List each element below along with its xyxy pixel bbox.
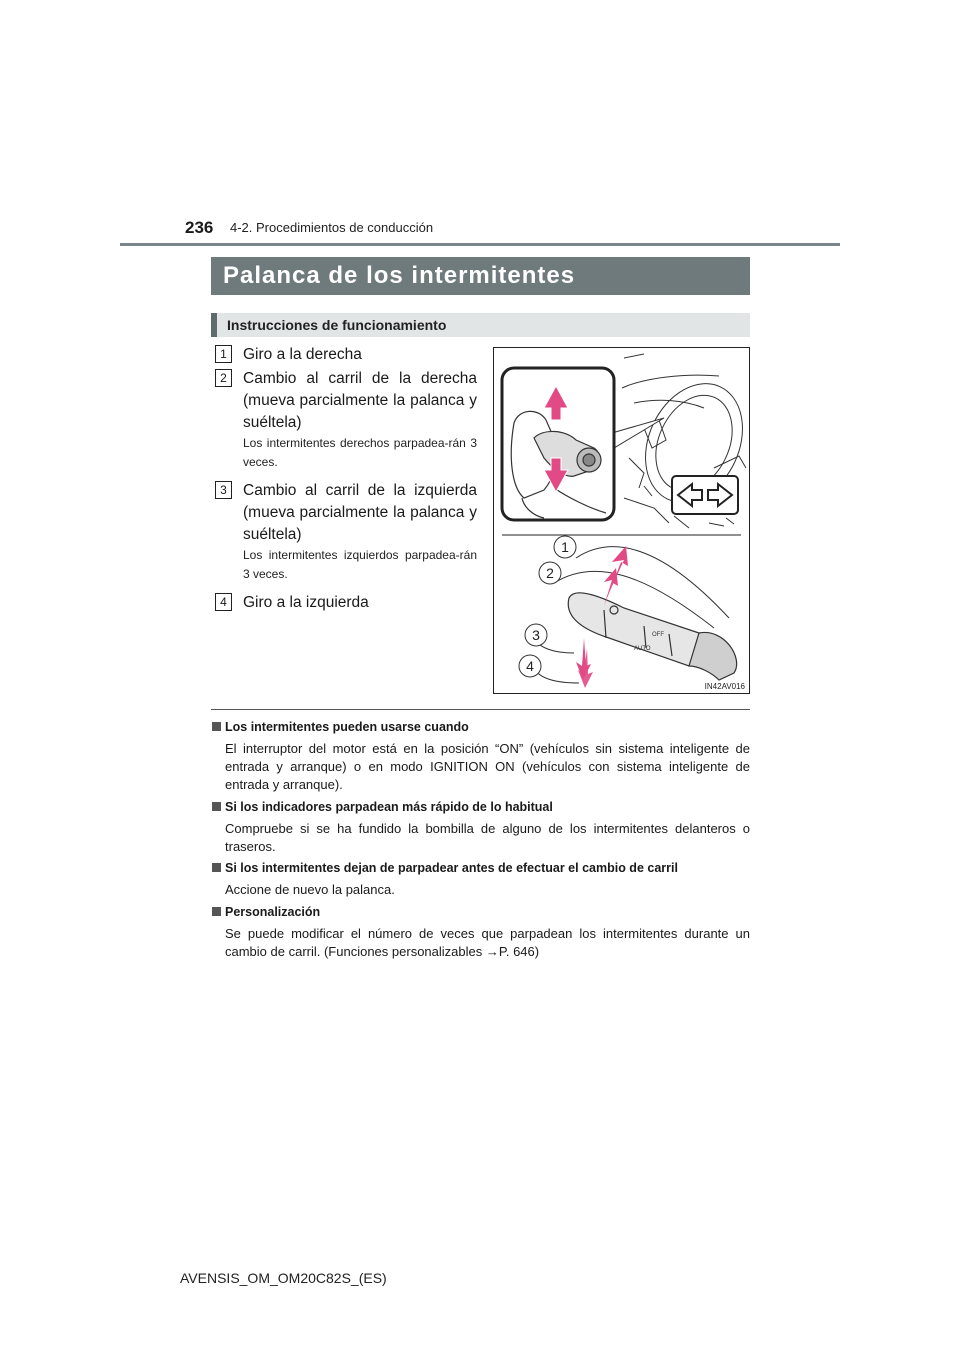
step-4	[215, 592, 477, 614]
note-body: El interruptor del motor está en la posición “ON” (vehículos sin sistema inteligente de entrada y arranque) o en modo IGNITION ON (vehículos con sistema inteligente de entrada y arranque).	[225, 741, 750, 792]
figure-code: IN42AV016	[704, 682, 745, 691]
note-heading: Los intermitentes pueden usarse cuando	[225, 720, 469, 734]
note-body: Compruebe si se ha fundido la bombilla de alguno de los intermitentes delanteros o traseros.	[225, 821, 750, 854]
step-text: Cambio al carril de la derecha (mueva parcialmente la palanca y suéltela)	[243, 370, 477, 431]
section-title: Palanca de los intermitentes	[211, 257, 750, 295]
svg-text:4: 4	[526, 658, 534, 674]
svg-text:1: 1	[561, 539, 569, 555]
bullet-square-icon	[212, 863, 221, 872]
step-note: Los intermitentes derechos parpadea-rán 3 veces.	[243, 436, 477, 469]
bullet-square-icon	[212, 907, 221, 916]
step-text: Cambio al carril de la izquierda (mueva parcialmente la palanca y suéltela)	[243, 482, 477, 543]
step-note: Los intermitentes izquierdos parpadea-rán 3 veces.	[243, 548, 477, 581]
bullet-square-icon	[212, 802, 221, 811]
turn-signal-lever-illustration	[493, 347, 750, 694]
bullet-square-icon	[212, 722, 221, 731]
note-heading: Personalización	[225, 905, 321, 919]
step-number-badge: 2	[215, 369, 232, 387]
lever-off-label: OFF	[652, 632, 664, 638]
step-number-badge: 1	[215, 345, 232, 363]
note-body: Se puede modificar el número de veces que parpadean los intermitentes durante un cambio de carril. (Funciones personalizables →P. 646)	[225, 926, 750, 959]
step-text: Giro a la izquierda	[243, 594, 369, 611]
note-heading: Si los indicadores parpadean más rápido de lo habitual	[225, 800, 553, 814]
note-heading: Si los intermitentes dejan de parpadear antes de efectuar el cambio de carril	[225, 861, 678, 875]
step-text: Giro a la derecha	[243, 346, 362, 363]
turn-indicator-arrows-icon	[672, 476, 738, 514]
note-fast-flashing	[211, 798, 750, 856]
step-3	[215, 480, 477, 590]
callout-1	[554, 536, 576, 558]
svg-text:2: 2	[546, 565, 554, 581]
step-1	[215, 344, 477, 366]
callout-2	[539, 562, 561, 584]
breadcrumb: 4-2. Procedimientos de conducción	[230, 220, 434, 235]
callout-4	[519, 655, 541, 677]
document-footer: AVENSIS_OM_OM20C82S_(ES)	[180, 1270, 387, 1286]
note-usage-condition	[211, 718, 750, 794]
step-number-badge: 3	[215, 481, 232, 499]
note-body: Accione de nuevo la palanca.	[225, 882, 395, 897]
step-2	[215, 368, 477, 478]
header-divider	[120, 243, 840, 246]
svg-text:3: 3	[532, 627, 540, 643]
subsection-header: Instrucciones de funcionamiento	[211, 313, 750, 337]
step-number-badge: 4	[215, 593, 232, 611]
page-number: 236	[185, 218, 214, 237]
callout-3	[525, 624, 547, 646]
note-stop-flashing	[211, 859, 750, 899]
note-customization	[211, 903, 750, 961]
lever-auto-label: AUTO	[634, 646, 651, 652]
section-divider	[211, 709, 750, 710]
